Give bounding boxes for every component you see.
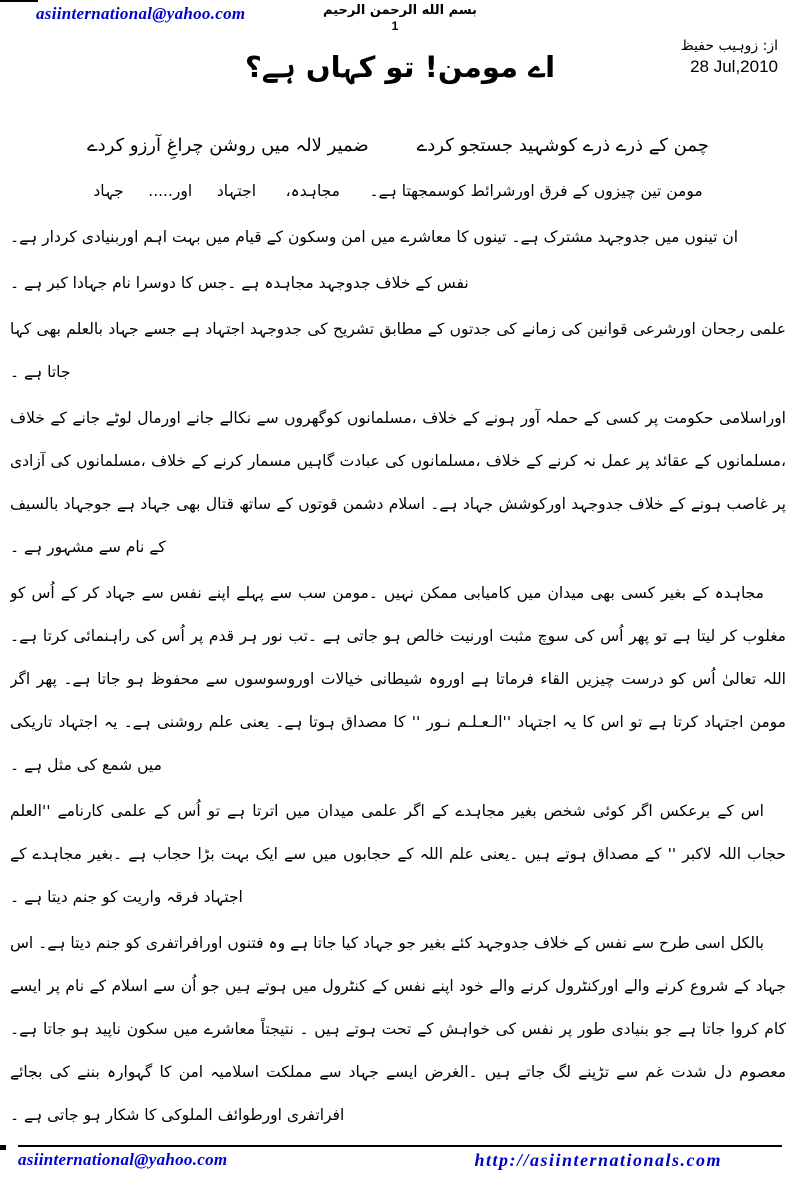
footer (18, 1145, 782, 1171)
paragraph-mujahida-success: مجاہدہ کے بغیر کسی بھی میدان میں کامیابی ممکن نہیں ۔مومن سب سے پہلے اپنے نفس سے جہاد کر کے اُس کو مغلوب کر لیتا ہے تو پھر اُس کی سوچ مثبت اورنیت خالص ہو جاتی ہے ۔تب نور ہر قدم پر اُس کی راہنمائی کرتا ہے۔ اللہ تعالیٰ اُس کو درست چیزیں القاء فرماتا ہے اوروہ شیطانی خیالات اوروسوسوں سے محفوظ ہو جاتا ہے۔ پھر اگر مومن اجتہاد کرتا ہے تو اس کا یہ اجتہاد ''الـعـلـم نـور '' کا مصداق ہوتا ہے۔ یعنی علم روشنی ہے۔ یہ اجتہاد تاریکی میں شمع کی مثل ہے ۔ (10, 584, 786, 774)
paragraph-ijtihad-definition: علمی رجحان اورشرعی قوانین کی زمانے کی جدتوں کے مطابق تشریح کی جدوجہد اجتہاد ہے جسے جہاد بالعلم بھی کہا جاتا ہے ۔ (10, 320, 786, 381)
paragraph-jihad-definition: اوراسلامی حکومت پر کسی کے حملہ آور ہونے کے خلاف ،مسلمانوں کوگھروں سے نکالے جانے اورمال لوٹے جانے کے خلاف ،مسلمانوں کے عقائد پر عمل نہ کرنے کے خلاف ،مسلمانوں کی عبادت گاہیں مسمار کرنے کے خلاف ،مسلمانوں کی آزادی پر غاصب ہونے کے خلاف جدوجہد اورکوشش جہاد ہے۔ اسلام دشمن قوتوں کے ساتھ قتال بھی جہاد ہے جوجہاد بالسیف کے نام سے مشہور ہے ۔ (10, 409, 786, 556)
page-title: اے مومن! تو کہاں ہے؟ (244, 50, 556, 84)
couplet-first-hemistich: ضمیر لالہ میں روشن چراغِ آرزو کردے (87, 135, 369, 156)
couplet (10, 124, 786, 168)
footer-website-link[interactable]: http://asiinternationals.com (474, 1150, 722, 1170)
paragraph-mujahida-definition: نفس کے خلاف جدوجہد مجاہدہ ہے ۔جس کا دوسرا نام جہادا کبر ہے ۔ (10, 274, 469, 292)
paragraph-rabbani-scholars (10, 1140, 786, 1144)
document-date: 28 Jul,2010 (690, 57, 778, 76)
footer-email-link[interactable]: asiinternational@yahoo.com (18, 1150, 228, 1169)
couplet-second-hemistich: چمن کے ذرے ذرے کوشہید جستجو کردے (416, 135, 709, 156)
paragraph-jihad-without-struggle: بالکل اسی طرح سے نفس کے خلاف جدوجہد کئے بغیر جو جہاد کیا جاتا ہے وہ فتنوں اورافراتفری کو جنم دیتا ہے۔ اس جہاد کے شروع کرنے والے اورکنٹرول کرنے والے خود اپنے نفس کے کنٹرول میں ہوتے ہیں جو اُن سے اسلام کے نام پر ایسے کام کروا جاتا ہے جو بنیادی طور پر نفس کی خواہش کے تحت ہوتے ہیں ۔ نتیجتاً معاشرے میں سکون ناپید ہو جاتا ہے۔ معصوم دل شدت غم سے تڑپنے لگ جاتے ہیں ۔الغرض ایسے جہاد سے مملکت اسلامیہ امن کا گہوارہ بننے کی بجائے افراتفری اورطوائف الملوکی کا شکار ہو جاتی ہے ۔ (10, 934, 786, 1124)
paragraph-without-mujahida: اس کے برعکس اگر کوئی شخص بغیر مجاہدے کے اگر علمی میدان میں اترتا ہے تو اُس کے علمی کارنامے ''العلم حجاب اللہ لاکبر '' کے مصداق ہوتے ہیں ۔یعنی علم اللہ کے حجابوں میں سے ایک بہت بڑا حجاب ہے ۔بغیر مجاہدے کے اجتہاد فرقہ واریت کو جنم دیتا ہے ۔ (10, 802, 786, 906)
author-name: از: زوہیب حفیظ (680, 38, 778, 54)
bismillah-text: بسم الله الرحمن الرحيم (323, 3, 477, 18)
page-number: 1 (391, 19, 399, 33)
document-body (10, 124, 786, 1144)
paragraph-common-struggle: ان تینوں میں جدوجہد مشترک ہے۔ تینوں کا معاشرے میں امن وسکون کے قیام میں بہت اہم اوربنیادی کردار ہے۔ (10, 228, 739, 246)
header-email-link[interactable]: asiinternational@yahoo.com (36, 4, 246, 23)
scan-artifact-left (0, 1145, 6, 1150)
scan-artifact-top (0, 0, 38, 2)
paragraph-three-things: مومن تین چیزوں کے فرق اورشرائط کوسمجھتا ہے۔ مجاہدہ، اجتہاد اور..... جہاد (93, 182, 703, 200)
